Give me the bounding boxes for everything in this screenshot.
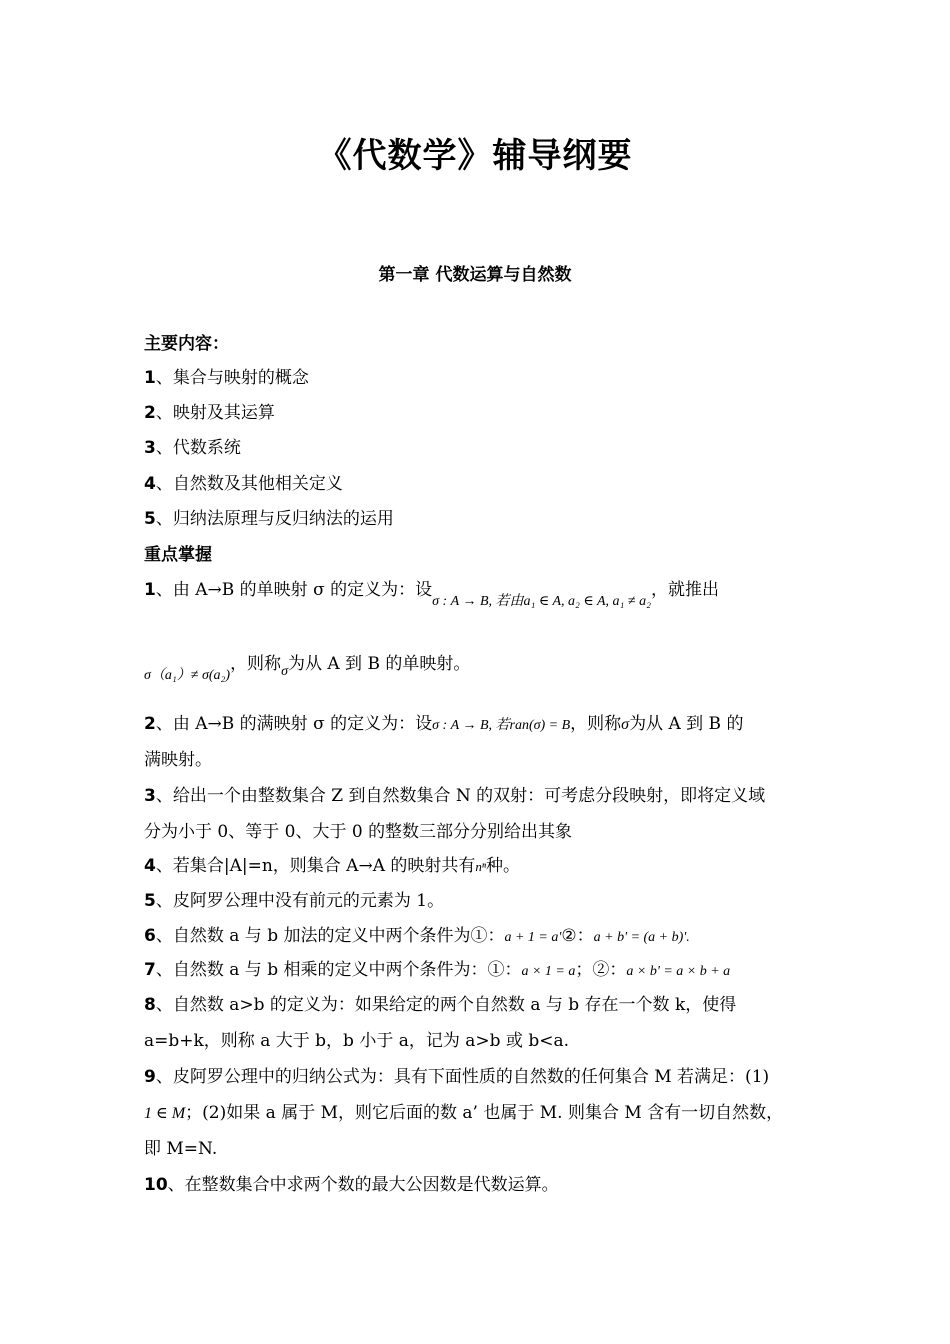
formula: σ : A → B, 若ran(σ) = B [432, 718, 571, 733]
point-number: 8 [144, 995, 156, 1015]
formula: a × 1 = a [521, 964, 576, 979]
point-text: ；(2)如果 a 属于 M，则它后面的数 a’ 也属于 M. 则集合 M 含有一切自然数， [185, 1103, 784, 1123]
point-number: 1 [144, 580, 156, 600]
point-1-line-1 [144, 578, 808, 609]
point-number: 6 [144, 926, 156, 946]
point-5 [144, 889, 808, 913]
point-number: 5 [144, 891, 156, 911]
list-item [144, 366, 808, 390]
point-text: 、自然数 a 与 b 相乘的定义中两个条件为：①： [155, 960, 522, 980]
chapter-heading: 第一章 代数运算与自然数 [378, 265, 572, 285]
point-text: 、自然数 a>b 的定义为：如果给定的两个自然数 a 与 b 存在一个数 k，使得 [155, 995, 737, 1015]
formula: a + 1 = a' [504, 930, 562, 945]
point-3-line-1 [144, 784, 808, 808]
formula: σ [621, 716, 630, 733]
point-text: 、自然数 a 与 b 加法的定义中两个条件为①： [155, 926, 505, 946]
point-number: 2 [144, 714, 156, 734]
point-text: ，则称 [570, 714, 622, 734]
point-4 [144, 854, 808, 879]
point-text: 种。 [485, 856, 520, 876]
item-text: 、自然数及其他相关定义 [155, 474, 343, 494]
point-6 [144, 924, 808, 950]
item-number: 4 [144, 474, 156, 494]
formula: σ [281, 664, 288, 679]
formula: nⁿ [475, 859, 486, 874]
point-number: 7 [144, 960, 156, 980]
item-text: 、归纳法原理与反归纳法的运用 [155, 509, 394, 529]
list-item [144, 507, 808, 531]
point-text: 为从 A 到 B 的单映射。 [287, 654, 471, 674]
document-title: 《代数学》辅导纲要 [317, 136, 633, 176]
point-8-line-1 [144, 993, 808, 1017]
list-item [144, 472, 808, 496]
item-number: 1 [144, 368, 156, 388]
point-9-line-3: 即 M=N. [144, 1139, 218, 1159]
point-2-line-2: 满映射。 [144, 750, 212, 770]
item-number: 3 [144, 438, 156, 458]
point-text: ，就推出 [650, 580, 719, 600]
point-text: 、由 A→B 的单映射 σ 的定义为：设 [155, 580, 433, 600]
formula: a + b' = (a + b)'. [593, 930, 690, 945]
point-text: 、皮阿罗公理中没有前元的元素为 1。 [155, 891, 445, 911]
point-number: 10 [144, 1175, 168, 1195]
point-7 [144, 958, 808, 984]
point-number: 4 [144, 856, 156, 876]
point-text: ；②： [575, 960, 627, 980]
formula: 1 ∈ M [144, 1105, 186, 1122]
point-text: 、若集合|A|=n，则集合 A→A 的映射共有 [155, 856, 476, 876]
formula: σ : A → B, 若由a₁ ∈ A, a₂ ∈ A, a₁ ≠ a₂ [432, 594, 651, 609]
list-item [144, 401, 808, 425]
key-points-heading: 重点掌握 [144, 545, 212, 565]
point-text: 、给出一个由整数集合 Z 到自然数集合 N 的双射：可考虑分段映射，即将定义域 [155, 786, 766, 806]
point-text: ，则称 [230, 654, 282, 674]
point-number: 3 [144, 786, 156, 806]
point-text: ②： [561, 926, 594, 946]
item-number: 2 [144, 403, 156, 423]
point-number: 9 [144, 1067, 156, 1087]
point-text: 、皮阿罗公理中的归纳公式为：具有下面性质的自然数的任何集合 M 若满足：(1) [155, 1067, 770, 1087]
list-item [144, 436, 808, 460]
point-text: 为从 A 到 B 的 [629, 714, 744, 734]
point-3-line-2: 分为小于 0、等于 0、大于 0 的整数三部分分别给出其象 [144, 822, 573, 842]
point-9-line-2 [144, 1101, 808, 1126]
main-content-heading: 主要内容： [144, 334, 229, 354]
item-number: 5 [144, 509, 156, 529]
point-8-line-2: a=b+k，则称 a 大于 b，b 小于 a，记为 a>b 或 b<a. [144, 1031, 569, 1051]
point-9-line-1 [144, 1065, 808, 1089]
point-10 [144, 1173, 808, 1197]
item-text: 、代数系统 [155, 438, 241, 458]
point-text: 、由 A→B 的满映射 σ 的定义为：设 [155, 714, 433, 734]
point-2-line-1 [144, 712, 808, 738]
point-1-line-2 [144, 652, 808, 683]
point-text: 、在整数集合中求两个数的最大公因数是代数运算。 [167, 1175, 559, 1195]
formula: a × b' = a × b + a [626, 964, 731, 979]
formula: σ（a₁）≠ σ(a₂) [144, 668, 231, 683]
item-text: 、集合与映射的概念 [155, 368, 309, 388]
item-text: 、映射及其运算 [155, 403, 275, 423]
